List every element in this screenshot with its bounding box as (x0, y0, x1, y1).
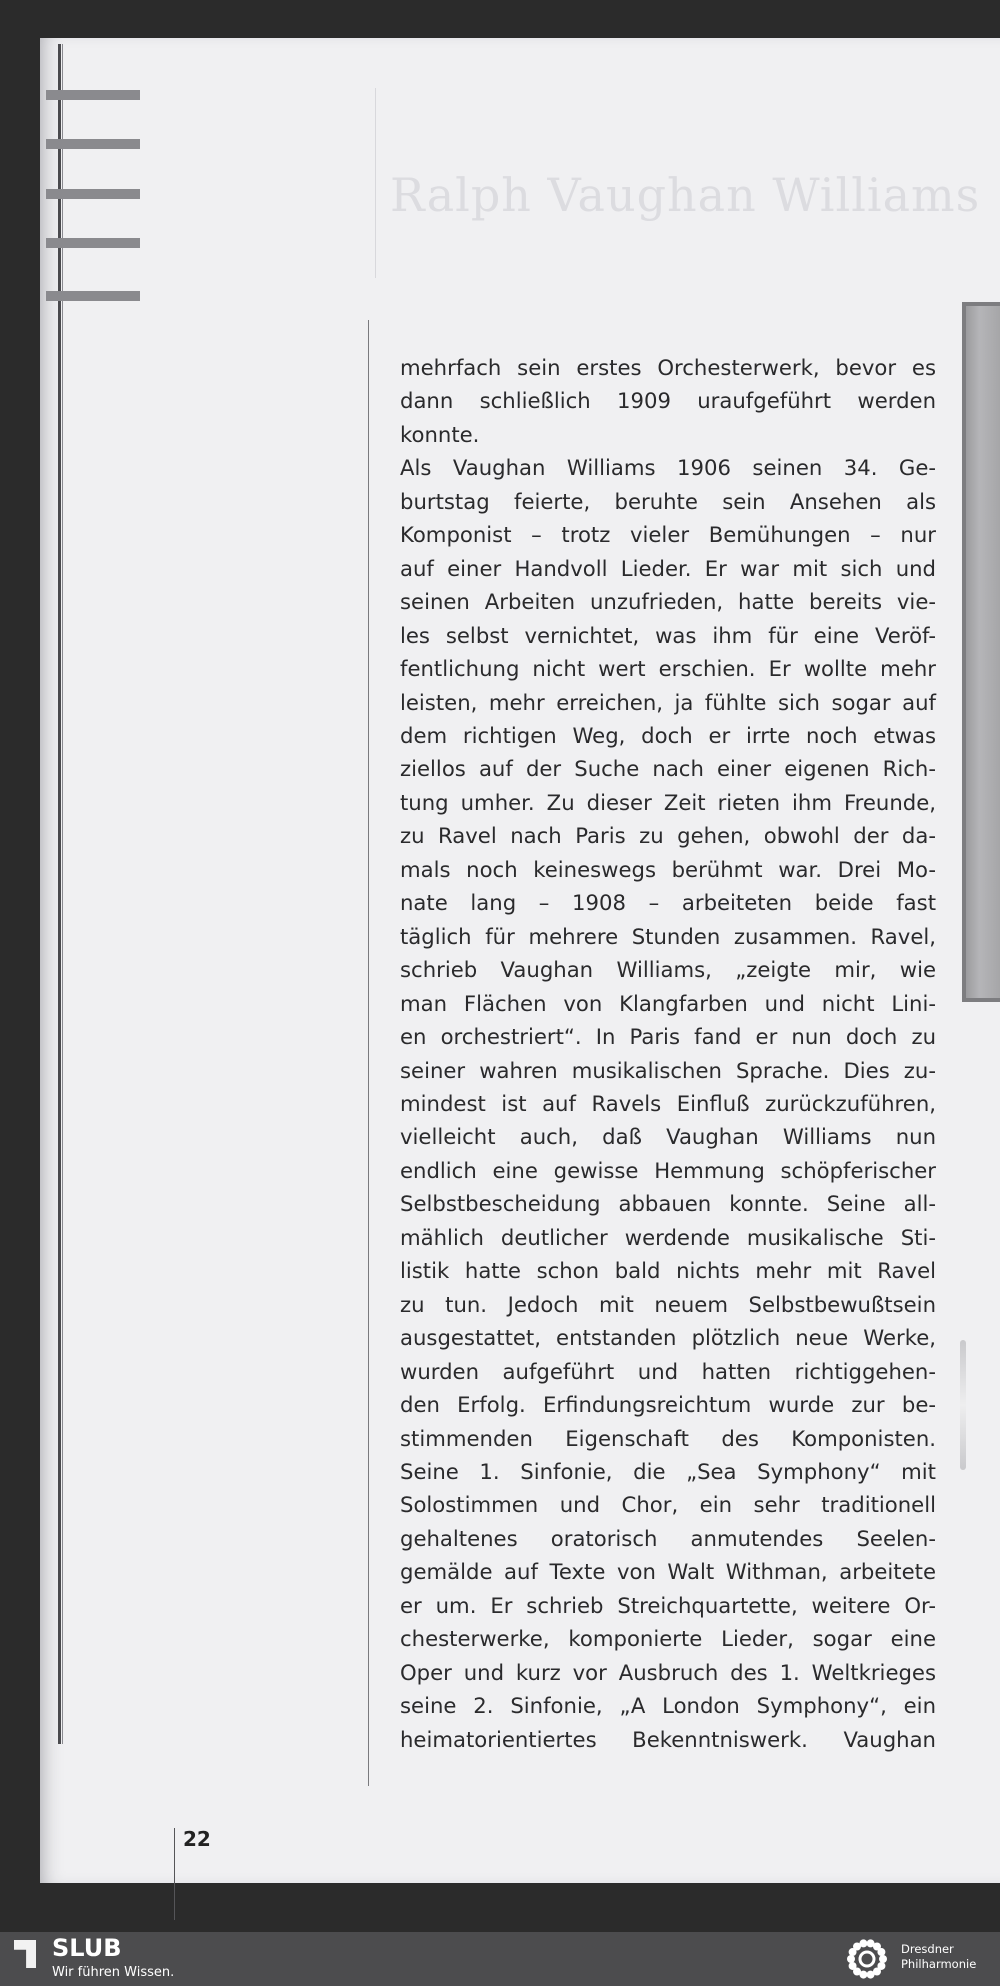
text-line: konnte. (400, 421, 480, 447)
text-line: den Erfolg. Erfindungsreichtum wurde zur be- (400, 1392, 936, 1418)
text-line: täglich für mehrere Stunden zusammen. Ravel, (400, 923, 936, 949)
text-line: Seine 1. Sinfonie, die „Sea Symphony“ mit (400, 1458, 936, 1484)
text-line: dem richtigen Weg, doch er irrte noch etwas (400, 722, 936, 748)
text-line: Solostimmen und Chor, ein sehr traditionell (400, 1492, 936, 1518)
binding-clip (960, 1340, 966, 1470)
document-page (40, 38, 1000, 1883)
partner-name-line-1: Dresdner (901, 1942, 954, 1956)
text-line: chesterwerke, komponierte Lieder, sogar eine (400, 1626, 936, 1652)
bleed-through-rule (375, 88, 376, 278)
text-line: nate lang – 1908 – arbeiteten beide fast (400, 890, 936, 916)
slub-name[interactable]: SLUB (52, 1934, 122, 1962)
partner-name (901, 1942, 1000, 1972)
text-line: gehaltenes oratorisch anmutendes Seelen- (400, 1525, 936, 1551)
column-rule (368, 320, 369, 1786)
text-line: wurden aufgeführt und hatten richtiggehen- (400, 1358, 936, 1384)
text-line: fentlichung nicht wert erschien. Er wollte mehr (400, 656, 936, 682)
text-line: man Flächen von Klangfarben und nicht Lini- (400, 990, 936, 1016)
bleed-through-title: Ralph Vaughan Williams (390, 168, 981, 222)
text-line: gemälde auf Texte von Walt Withman, arbeitete (400, 1559, 936, 1585)
register-tab-5 (46, 291, 140, 301)
text-line: vielleicht auch, daß Vaughan Williams nun (400, 1124, 936, 1150)
slub-logo-icon (14, 1940, 36, 1968)
logo-petal (879, 1955, 887, 1963)
register-tab-2 (46, 139, 140, 149)
text-line: ziellos auf der Suche nach einer eigenen Rich- (400, 756, 936, 782)
dresdner-philharmonie-logo-icon[interactable] (844, 1936, 890, 1982)
text-line: zu tun. Jedoch mit neuem Selbstbewußtsein (400, 1291, 936, 1317)
text-line: Selbstbescheidung abbauen konnte. Seine all- (400, 1191, 936, 1217)
text-line: ausgestattet, entstanden plötzlich neue Werke, (400, 1325, 936, 1351)
text-line: er um. Er schrieb Streichquartette, weitere Or- (400, 1592, 936, 1618)
text-line: endlich eine gewisse Hemmung schöpferischer (400, 1157, 936, 1183)
text-line: listik hatte schon bald nichts mehr mit Ravel (400, 1258, 936, 1284)
logo-petal (847, 1955, 855, 1963)
logo-petal (867, 1971, 875, 1979)
logo-petal (849, 1962, 857, 1970)
partner-name-line-2: Philharmonie (901, 1957, 977, 1971)
text-line: heimatorientiertes Bekenntniswerk. Vaughan (400, 1726, 936, 1752)
text-line: leisten, mehr erreichen, ja fühlte sich sogar auf (400, 689, 936, 715)
text-line: auf einer Handvoll Lieder. Er war mit sich und (400, 555, 936, 581)
text-line: burtstag feierte, beruhte sein Ansehen als (400, 488, 936, 514)
text-line: seiner wahren musikalischen Sprache. Dies zu- (400, 1057, 936, 1083)
body-text (400, 351, 936, 1756)
text-line: zu Ravel nach Paris zu gehen, obwohl der da- (400, 823, 936, 849)
text-line: Oper und kurz vor Ausbruch des 1. Weltkrieges (400, 1659, 936, 1685)
text-line: Als Vaughan Williams 1906 seinen 34. Ge- (400, 455, 936, 481)
register-tab-1 (46, 90, 140, 100)
text-line: en orchestriert“. In Paris fand er nun doch zu (400, 1024, 936, 1050)
text-line: schrieb Vaughan Williams, „zeigte mir, wie (400, 957, 936, 983)
text-line: mehrfach sein erstes Orchesterwerk, bevor es (400, 355, 936, 380)
text-line: mals noch keineswegs berühmt war. Drei Mo- (400, 856, 936, 882)
logo-petal (859, 1939, 867, 1947)
register-tab-3 (46, 189, 140, 199)
text-line: les selbst vernichtet, was ihm für eine Veröf- (400, 622, 936, 648)
text-line: seine 2. Sinfonie, „A London Symphony“, ein (400, 1693, 936, 1719)
text-line: Komponist – trotz vieler Bemühungen – nur (400, 522, 936, 548)
text-line: dann schließlich 1909 uraufgeführt werden (400, 388, 936, 414)
register-tab-4 (46, 238, 140, 248)
text-line: seinen Arbeiten unzufrieden, hatte bereits vie- (400, 589, 936, 615)
text-line: mählich deutlicher werdende musikalische Sti- (400, 1224, 936, 1250)
logo-petal (877, 1948, 885, 1956)
text-line: stimmenden Eigenschaft des Komponisten. (400, 1425, 936, 1451)
footer-bar (0, 1932, 1000, 1986)
page-number: 22 (183, 1827, 211, 1851)
page-number-rule (174, 1828, 175, 1920)
text-line: mindest ist auf Ravels Einfluß zurückzuführen, (400, 1090, 936, 1116)
facing-page-photo-image (966, 306, 1000, 998)
slub-tagline: Wir führen Wissen. (52, 1965, 175, 1980)
text-line: tung umher. Zu dieser Zeit rieten ihm Freunde, (400, 789, 936, 815)
